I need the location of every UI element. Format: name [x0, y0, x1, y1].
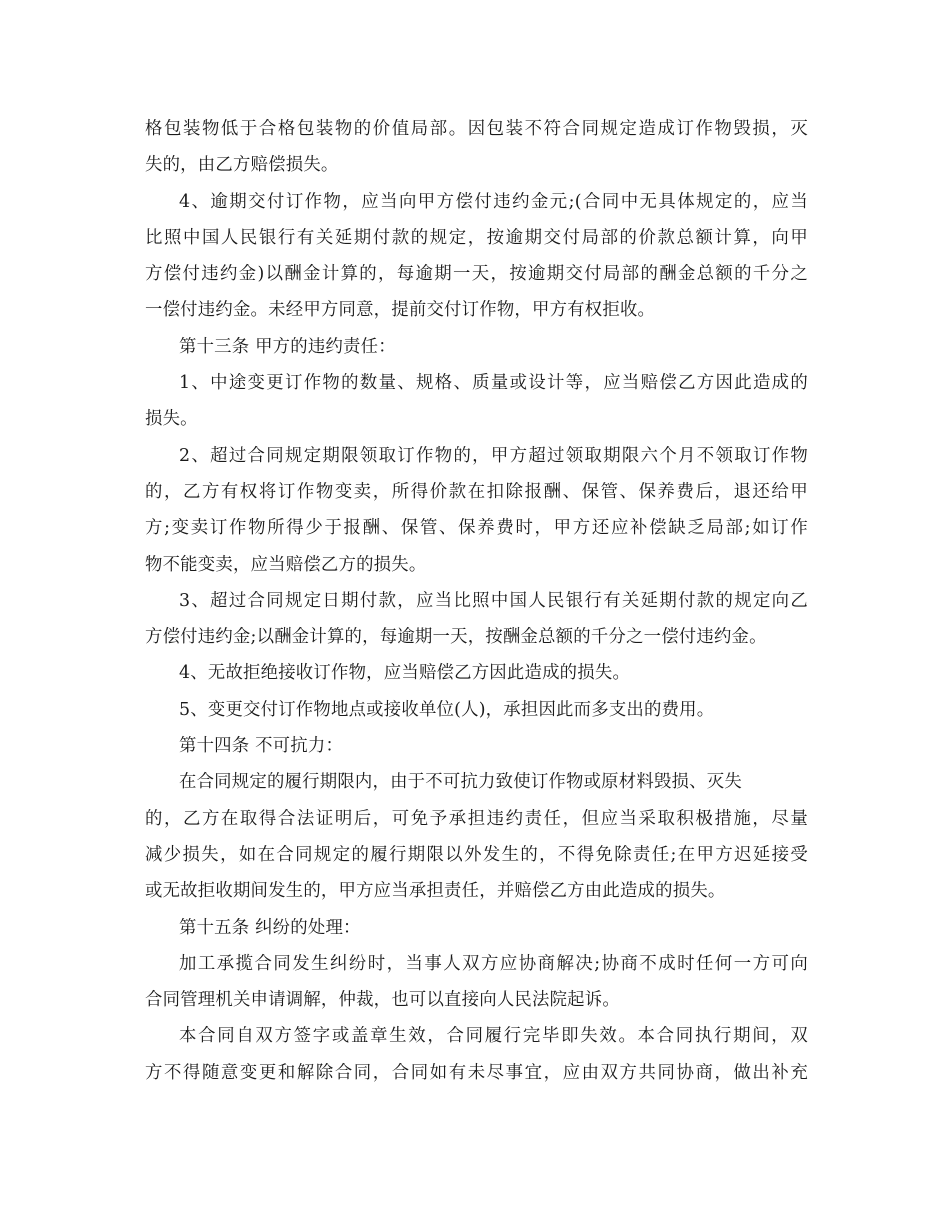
clause-13-item-2: 2、超过合同规定期限领取订作物的，甲方超过领取期限六个月不领取订作物: [179, 445, 808, 466]
clause-13-item-4: 4、无故拒绝接收订作物，应当赔偿乙方因此造成的损失。: [179, 663, 631, 684]
text-line: 方偿付违约金)以酬金计算的，每逾期一天，按逾期交付局部的酬金总额的千分之: [145, 264, 808, 285]
text-line: 方;变卖订作物所得少于报酬、保管、保养费时，甲方还应补偿缺乏局部;如订作: [145, 518, 808, 539]
closing-paragraph: 本合同自双方签字或盖章生效，合同履行完毕即失效。本合同执行期间，双: [179, 1026, 808, 1047]
text-line: 失的，由乙方赔偿损失。: [145, 155, 339, 176]
clause-13-item-1: 1、中途变更订作物的数量、规格、质量或设计等，应当赔偿乙方因此造成的: [179, 373, 808, 394]
article-14-paragraph: 在合同规定的履行期限内，由于不可抗力致使订作物或原材料毁损、灭失: [179, 772, 742, 793]
clause-13-item-3: 3、超过合同规定日期付款，应当比照中国人民银行有关延期付款的规定向乙: [179, 590, 808, 611]
article-13-heading: 第十三条 甲方的违约责任：: [179, 336, 396, 357]
text-line: 方不得随意变更和解除合同，合同如有未尽事宜，应由双方共同协商，做出补充: [145, 1062, 808, 1083]
text-line: 合同管理机关申请调解，仲裁，也可以直接向人民法院起诉。: [145, 990, 620, 1011]
article-15-heading: 第十五条 纠纷的处理：: [179, 917, 361, 938]
article-14-heading: 第十四条 不可抗力：: [179, 736, 344, 757]
clause-13-item-5: 5、变更交付订作物地点或接收单位(人)，承担因此而多支出的费用。: [179, 699, 715, 720]
text-line: 减少损失，如在合同规定的履行期限以外发生的，不得免除责任;在甲方迟延接受: [145, 844, 808, 865]
article-15-paragraph: 加工承揽合同发生纠纷时，当事人双方应协商解决;协商不成时任何一方可向: [179, 953, 808, 974]
contract-text-body: [145, 111, 808, 1091]
clause-12-item-4: 4、逾期交付订作物，应当向甲方偿付违约金元;(合同中无具体规定的，应当: [179, 191, 808, 212]
text-line: 或无故拒收期间发生的，甲方应当承担责任，并赔偿乙方由此造成的损失。: [145, 881, 726, 902]
text-line: 的，乙方有权将订作物变卖，所得价款在扣除报酬、保管、保养费后，退还给甲: [145, 481, 808, 502]
text-line: 格包装物低于合格包装物的价值局部。因包装不符合同规定造成订作物毁损，灭: [145, 119, 808, 139]
text-line: 的，乙方在取得合法证明后，可免予承担违约责任，但应当采取积极措施，尽量: [145, 808, 808, 829]
text-line: 方偿付违约金;以酬金计算的，每逾期一天，按酬金总额的千分之一偿付违约金。: [145, 627, 767, 648]
text-line: 一偿付违约金。未经甲方同意，提前交付订作物，甲方有权拒收。: [145, 300, 656, 321]
text-line: 比照中国人民银行有关延期付款的规定，按逾期交付局部的价款总额计算，向甲: [145, 227, 808, 248]
text-line: 损失。: [145, 409, 198, 430]
text-line: 物不能变卖，应当赔偿乙方的损失。: [145, 554, 427, 575]
